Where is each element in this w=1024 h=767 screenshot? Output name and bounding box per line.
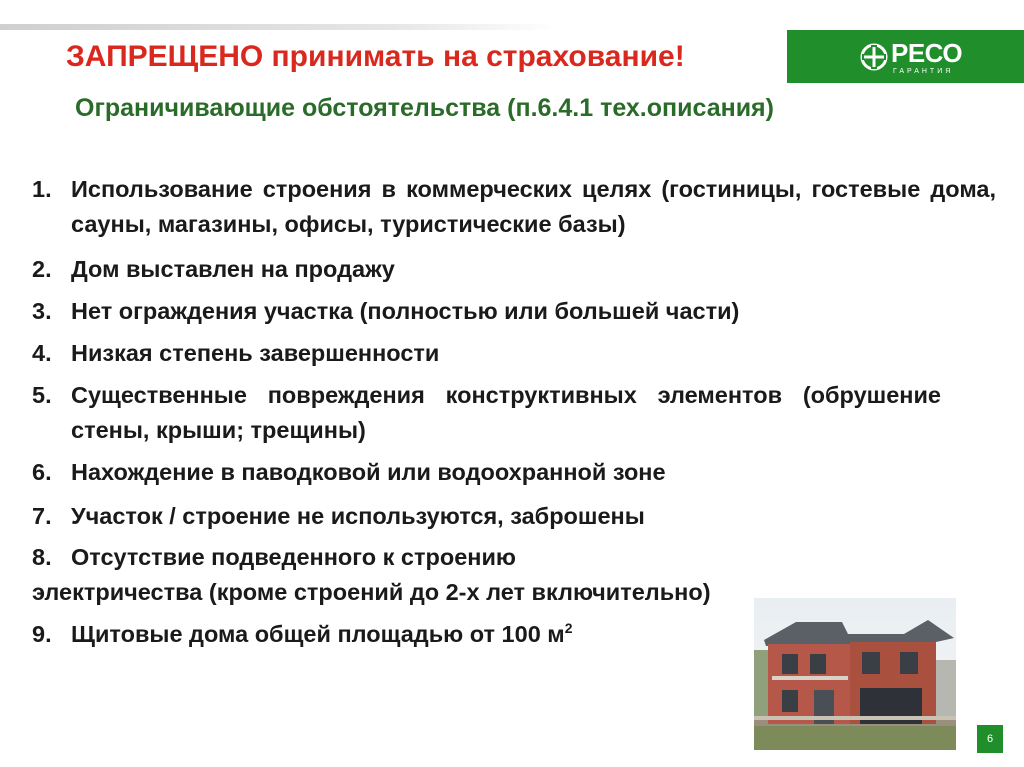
logo-tagline: ГАРАНТИЯ	[893, 68, 954, 75]
item-number: 4.	[32, 340, 52, 366]
item-text: Отсутствие подведенного к строению	[71, 544, 516, 570]
item-number: 7.	[32, 503, 52, 529]
item-number: 1.	[32, 176, 52, 202]
item-superscript: 2	[564, 620, 573, 637]
item-text-main: Щитовые дома общей площадью от 100 м	[71, 621, 565, 647]
reso-shield-icon	[859, 42, 889, 72]
item-text: Существенные повреждения конструктивных элементов (обрушение стены, крыши; трещины)	[71, 382, 941, 443]
item-text: Нет ограждения участка (полностью или большей части)	[71, 298, 740, 324]
item-number: 2.	[32, 256, 52, 282]
item-text: Нахождение в паводковой или водоохранной зоне	[71, 459, 666, 485]
logo-name: РЕСО	[891, 38, 963, 68]
slide-subtitle: Ограничивающие обстоятельства (п.6.4.1 тех.описания)	[75, 94, 774, 122]
unfinished-house-photo	[754, 598, 956, 750]
item-text-continued: электричества (кроме строений до 2-х лет включительно)	[32, 579, 711, 605]
item-number: 3.	[32, 298, 52, 324]
header-rule	[0, 24, 560, 30]
item-text	[71, 617, 572, 652]
restrictions-list	[32, 172, 1002, 652]
list-item	[32, 455, 1002, 490]
list-item-line	[32, 540, 1002, 575]
item-text: Участок / строение не используются, заброшены	[71, 503, 645, 529]
item-number: 6.	[32, 459, 52, 485]
item-number: 5.	[32, 382, 52, 408]
list-item	[32, 172, 1002, 242]
list-item	[32, 499, 1002, 534]
item-text: Дом выставлен на продажу	[71, 256, 395, 282]
page-number-badge: 6	[977, 725, 1003, 753]
list-item	[32, 294, 1002, 329]
item-text: Низкая степень завершенности	[71, 340, 440, 366]
list-item	[32, 252, 1002, 287]
list-item	[32, 378, 1002, 448]
item-number: 8.	[32, 544, 52, 570]
list-item	[32, 336, 1002, 371]
item-text: Использование строения в коммерческих целях (гостиницы, гостевые дома, сауны, магазины, офисы, туристические базы)	[71, 176, 996, 237]
slide-title: ЗАПРЕЩЕНО принимать на страхование!	[66, 40, 685, 73]
item-number: 9.	[32, 621, 52, 647]
reso-logo	[787, 30, 1024, 83]
